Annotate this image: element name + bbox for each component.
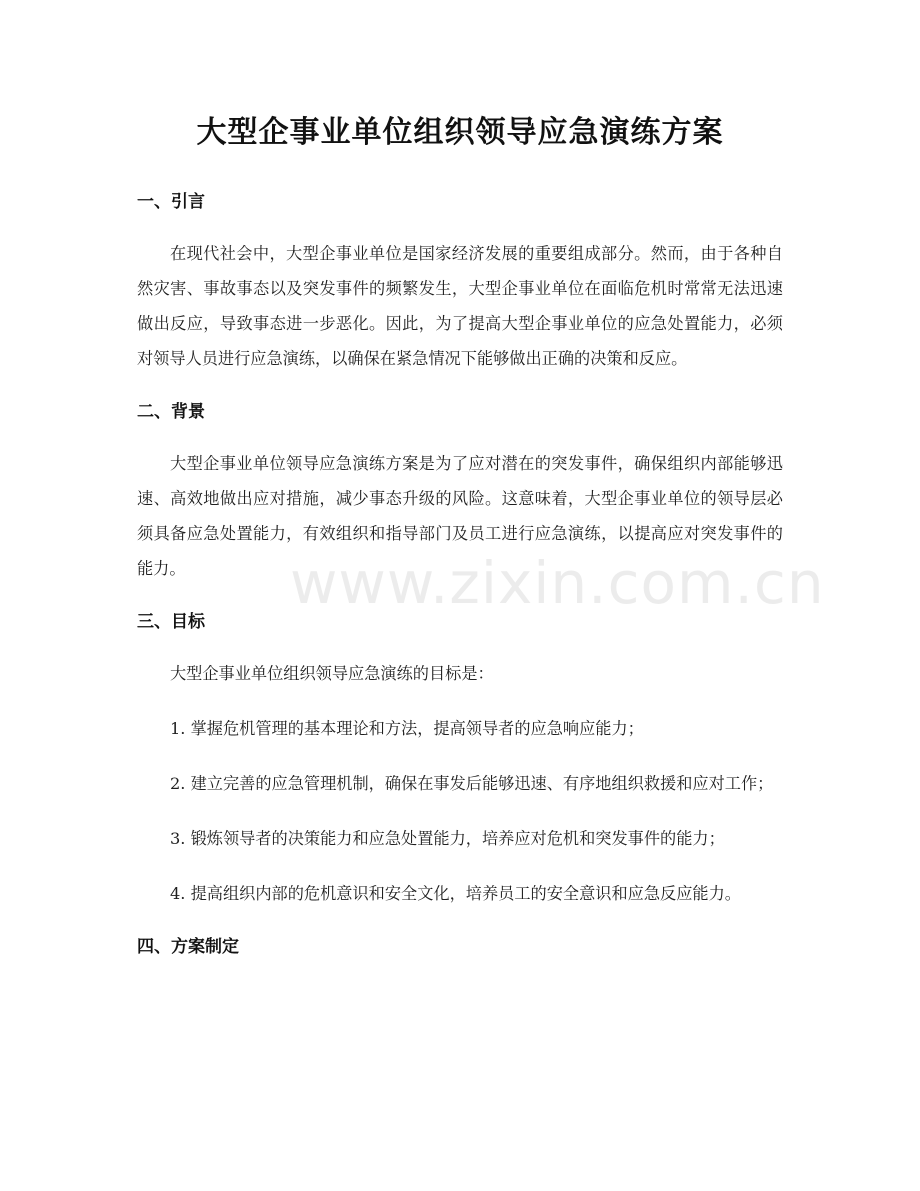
watermark: www.zixin.com.cn (290, 549, 825, 617)
introduction-paragraph: 在现代社会中，大型企事业单位是国家经济发展的重要组成部分。然而，由于各种自然灾害、事故事态以及突发事件的频繁发生，大型企事业单位在面临危机时常常无法迅速做出反应，导致事态进一步恶化。因此，为了提高大型企事业单位的应急处置能力，必须对领导人员进行应急演练，以确保在紧急情况下能够做出正确的决策和反应。 (137, 244, 783, 368)
section-heading-plan-formulation: 四、方案制定 (137, 937, 239, 957)
section-heading-goals: 三、目标 (137, 612, 205, 632)
background-paragraph: 大型企事业单位领导应急演练方案是为了应对潜在的突发事件，确保组织内部能够迅速、高效地做出应对措施，减少事态升级的风险。这意味着，大型企事业单位的领导层必须具备应急处置能力，有效组织和指导部门及员工进行应急演练，以提高应对突发事件的能力。 (137, 454, 783, 578)
goal-item: 4. 提高组织内部的危机意识和安全文化，培养员工的安全意识和应急反应能力。 (170, 884, 741, 903)
section-heading-background: 二、背景 (137, 402, 205, 422)
goal-item: 1. 掌握危机管理的基本理论和方法，提高领导者的应急响应能力； (170, 719, 644, 738)
goals-intro-paragraph: 大型企事业单位组织领导应急演练的目标是： (170, 664, 494, 683)
section-heading-introduction: 一、引言 (137, 192, 205, 212)
goal-item: 2. 建立完善的应急管理机制，确保在事发后能够迅速、有序地组织救援和应对工作； (170, 774, 774, 793)
document-title: 大型企事业单位组织领导应急演练方案 (196, 115, 724, 150)
goal-item: 3. 锻炼领导者的决策能力和应急处置能力，培养应对危机和突发事件的能力； (170, 829, 725, 848)
